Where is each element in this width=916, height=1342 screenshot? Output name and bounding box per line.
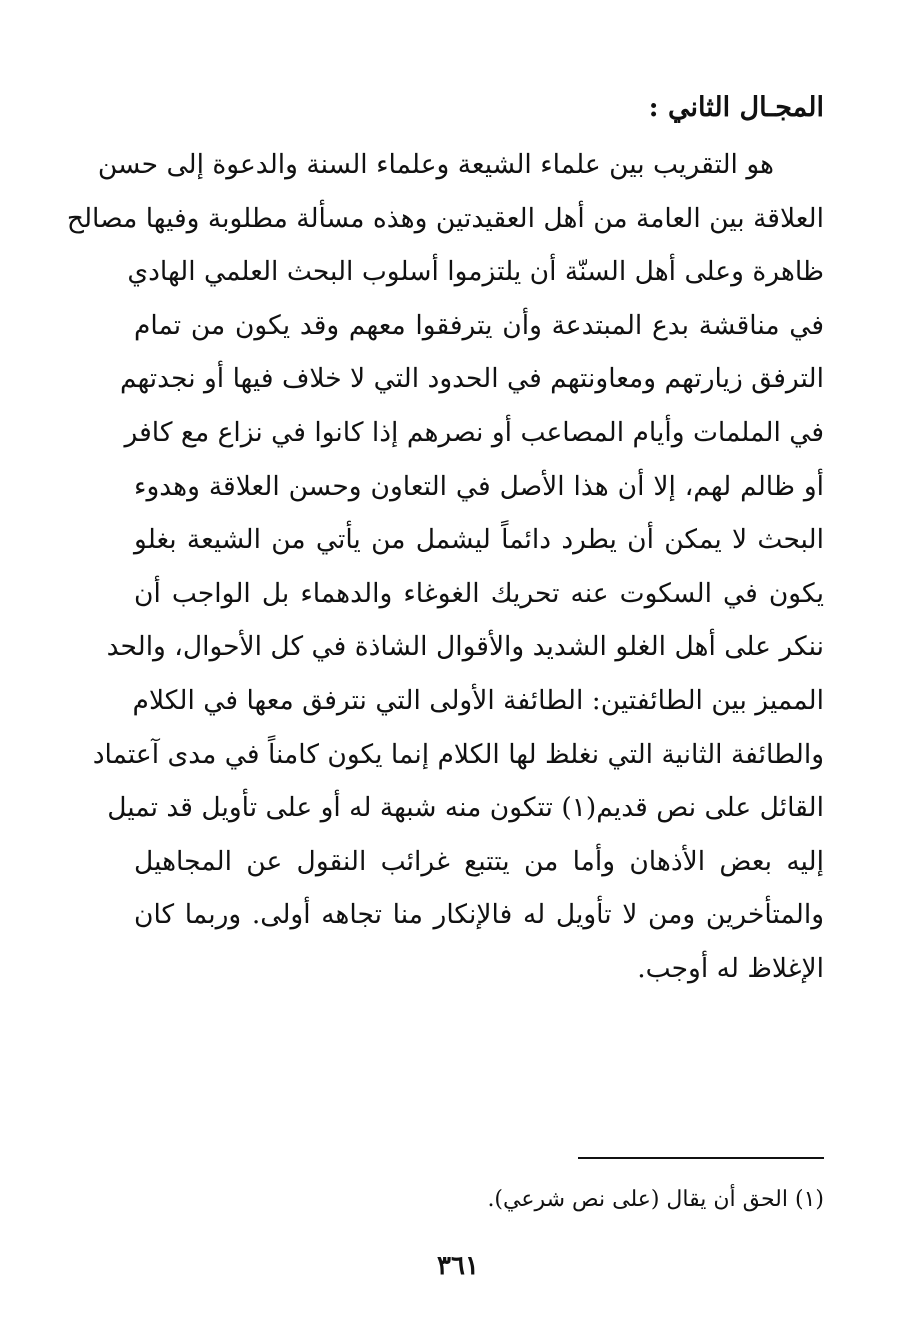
text-line: القائل على نص قديم(١) تتكون منه شبهة له أو على تأويل قد تميل	[107, 792, 824, 824]
text-line: في مناقشة بدع المبتدعة وأن يترفقوا معهم وقد يكون من تمام	[134, 309, 824, 341]
text-line: يكون في السكوت عنه تحريك الغوغاء والدهماء بل الواجب أن	[134, 577, 824, 609]
text-line: في الملمات وأيام المصاعب أو نصرهم إذا كانوا في نزاع مع كافر	[124, 416, 824, 448]
text-line: إليه بعض الأذهان وأما من يتتبع غرائب النقول عن المجاهيل	[134, 845, 824, 877]
page-number: ٣٦١	[437, 1251, 479, 1281]
footnote: (١) الحق أن يقال (على نص شرعي).	[487, 1187, 824, 1212]
text-line: الترفق زيارتهم ومعاونتهم في الحدود التي لا خلاف فيها أو نجدتهم	[119, 363, 824, 395]
text-line: هو التقريب بين علماء الشيعة وعلماء السنة والدعوة إلى حسن	[97, 149, 774, 180]
text-line: والطائفة الثانية التي نغلظ لها الكلام إنما يكون كامناً في مدى آعتماد	[92, 738, 824, 770]
body-paragraph	[66, 138, 824, 996]
text-line: البحث لا يمكن أن يطرد دائماً ليشمل من يأتي من الشيعة بغلو	[134, 524, 824, 556]
text-line: ظاهرة وعلى أهل السنّة أن يلتزموا أسلوب البحث العلمي الهادي	[127, 256, 824, 288]
section-heading: المجـال الثاني :	[648, 92, 824, 123]
text-line: المميز بين الطائفتين: الطائفة الأولى التي نترفق معها في الكلام	[132, 684, 824, 716]
text-line: والمتأخرين ومن لا تأويل له فالإنكار منا تجاهه أولى. وربما كان	[134, 899, 824, 931]
text-line: الإغلاظ له أوجب.	[637, 952, 824, 984]
footnote-divider	[578, 1157, 824, 1159]
text-line: أو ظالم لهم، إلا أن هذا الأصل في التعاون وحسن العلاقة وهدوء	[134, 470, 824, 502]
text-line: العلاقة بين العامة من أهل العقيدتين وهذه مسألة مطلوبة وفيها مصالح	[66, 202, 824, 234]
text-line: ننكر على أهل الغلو الشديد والأقوال الشاذة في كل الأحوال، والحد	[106, 631, 824, 663]
